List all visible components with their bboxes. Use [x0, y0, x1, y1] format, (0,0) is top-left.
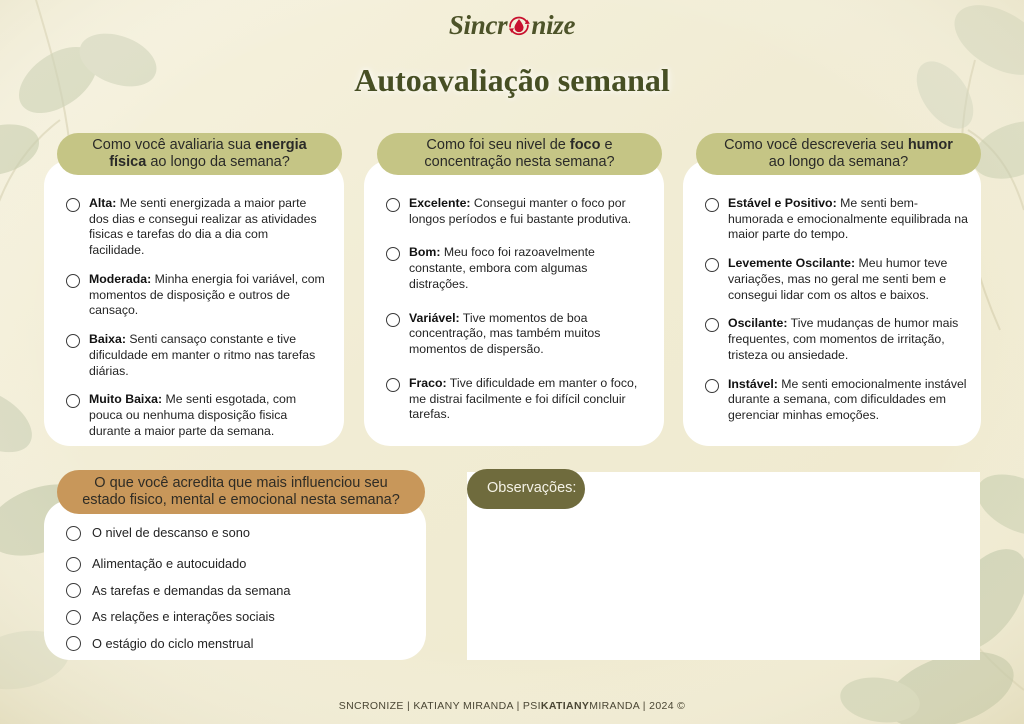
notes-label-text: Observações: [487, 480, 577, 497]
option-label: Alta: Me senti energizada a maior parte dos dias e consegui realizar as atividades fisicas e tarefas do dia a dia com facilidade. [89, 196, 317, 258]
radio-icon[interactable] [386, 378, 400, 392]
radio-icon[interactable] [705, 379, 719, 393]
option-row[interactable] [66, 392, 326, 439]
logo-text-prefix: Sincr [448, 10, 508, 40]
radio-icon[interactable] [66, 636, 81, 651]
radio-icon[interactable] [66, 334, 80, 348]
footer-part-1: SNCRONIZE | KATIANY MIRANDA | PSI [338, 700, 541, 712]
radio-icon[interactable] [66, 583, 81, 598]
radio-icon[interactable] [386, 313, 400, 327]
notes-textarea[interactable] [467, 512, 980, 660]
question-text-humor: Como você descreveria seu humor ao longo da semana? [724, 136, 953, 170]
option-row[interactable] [66, 332, 326, 379]
option-row[interactable] [66, 525, 416, 541]
option-row[interactable] [386, 196, 648, 227]
option-row[interactable] [66, 196, 326, 259]
question-header-influencia [57, 470, 425, 514]
radio-icon[interactable] [66, 610, 81, 625]
brand-logo [0, 12, 1024, 50]
option-list-influencia [66, 525, 416, 652]
option-row[interactable] [386, 376, 648, 423]
option-row[interactable] [705, 377, 971, 424]
option-label: Baixa: Senti cansaço constante e tive dificuldade em manter o ritmo nas tarefas diárias. [89, 332, 316, 378]
radio-icon[interactable] [66, 274, 80, 288]
option-row[interactable] [705, 316, 971, 363]
option-row[interactable] [66, 272, 326, 319]
option-label: Fraco: Tive dificuldade em manter o foco, me distrai facilmente e foi difícil concluir tarefas. [409, 375, 638, 422]
radio-icon[interactable] [705, 258, 719, 272]
option-row[interactable] [66, 556, 416, 572]
option-label: Excelente: Consegui manter o foco por longos períodos e fui bastante produtiva. [409, 196, 632, 226]
option-label: Alimentação e autocuidado [92, 556, 247, 572]
radio-icon[interactable] [705, 198, 719, 212]
page-title: Autoavaliação semanal [354, 62, 670, 98]
option-label: Instável: Me senti emocionalmente instável durante a semana, com dificuldades em gerenciar minhas emoções. [728, 376, 967, 423]
radio-icon[interactable] [66, 198, 80, 212]
question-text-foco-concentracao: Como foi seu nivel de foco e concentração nesta semana? [424, 136, 615, 170]
question-header-humor [696, 133, 981, 175]
radio-icon[interactable] [705, 318, 719, 332]
radio-icon[interactable] [66, 526, 81, 541]
option-row[interactable] [66, 636, 416, 652]
option-label: As relações e interações sociais [92, 609, 275, 625]
option-label: Muito Baixa: Me senti esgotada, com pouca ou nenhuma disposição fisica durante a maior parte da semana. [89, 392, 297, 438]
question-header-foco-concentracao [377, 133, 662, 175]
option-label: O nivel de descanso e sono [92, 525, 250, 540]
question-text-influencia-line2: estado fisico, mental e emocional nesta semana? [82, 492, 400, 508]
radio-icon[interactable] [386, 247, 400, 261]
notes-label [467, 469, 585, 509]
option-list-foco-concentracao [386, 196, 648, 436]
option-label: Bom: Meu foco foi razoavelmente constante, embora com algumas distrações. [409, 245, 595, 291]
option-list-humor [705, 196, 971, 437]
option-row[interactable] [386, 311, 648, 358]
question-text-energia-fisica: Como você avaliaria sua energia física ao longo da semana? [92, 136, 307, 170]
footer-credit [0, 700, 1024, 712]
option-row[interactable] [66, 609, 416, 625]
option-row[interactable] [66, 583, 416, 599]
option-label: Levemente Oscilante: Meu humor teve variações, mas no geral me senti bem e consegui lidar com os altos e baixos. [728, 256, 948, 302]
option-label: Estável e Positivo: Me senti bem-humorada e emocionalmente equilibrada na maior parte do tempo. [728, 196, 968, 242]
option-row[interactable] [705, 256, 971, 303]
option-row[interactable] [705, 196, 971, 243]
option-label: O estágio do ciclo menstrual [92, 635, 254, 651]
blood-drop-cycle-icon [506, 13, 532, 39]
option-label: As tarefas e demandas da semana [92, 582, 291, 598]
option-label: Variável: Tive momentos de boa concentração, mas também muitos momentos de dispersão. [409, 310, 601, 357]
radio-icon[interactable] [66, 557, 81, 572]
radio-icon[interactable] [386, 198, 400, 212]
question-text-influencia-line1: O que você acredita que mais influenciou seu [94, 474, 388, 491]
option-label: Oscilante: Tive mudanças de humor mais frequentes, com momentos de irritação, tristeza ou ansiedade. [728, 316, 959, 362]
radio-icon[interactable] [66, 394, 80, 408]
footer-part-2: KATIANY [540, 700, 590, 712]
option-row[interactable] [386, 245, 648, 292]
logo-text-suffix: nize [531, 10, 576, 40]
option-list-energia-fisica [66, 196, 326, 453]
footer-part-3: MIRANDA | 2024 © [589, 700, 686, 712]
option-label: Moderada: Minha energia foi variável, com momentos de disposição e outros de cansaço. [89, 271, 325, 318]
question-header-energia-fisica [57, 133, 342, 175]
